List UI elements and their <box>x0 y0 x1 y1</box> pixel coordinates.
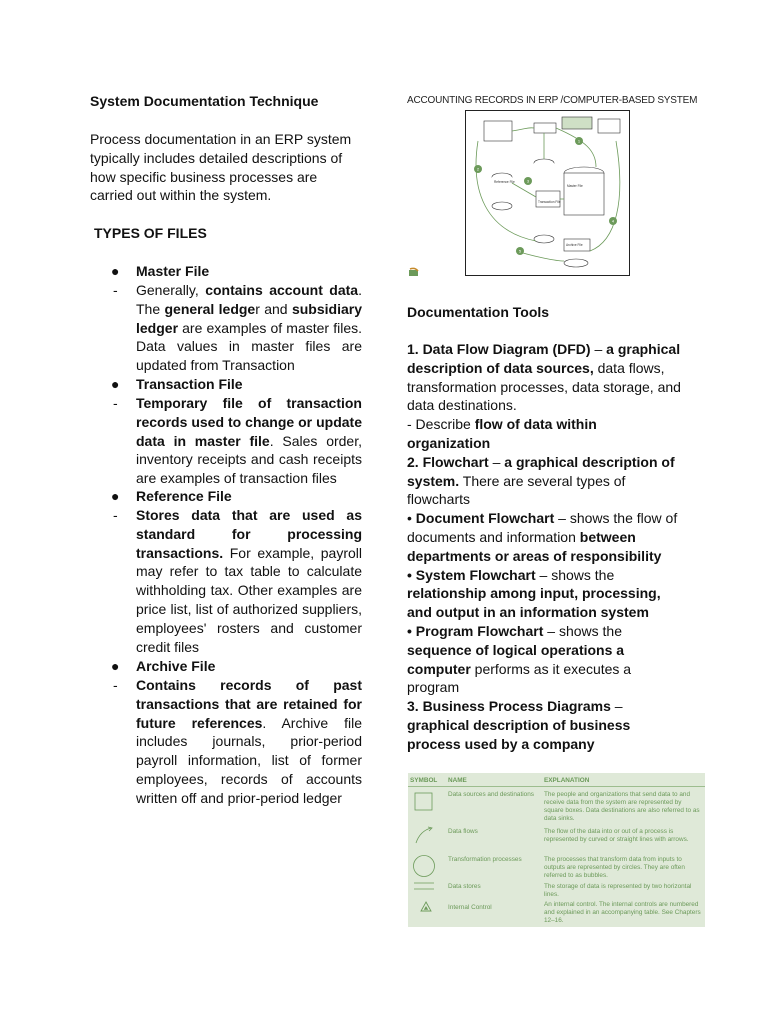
flowchart-bold: between departments or areas of responsibility <box>407 528 662 564</box>
flowchart-marker: • <box>407 510 416 527</box>
legend-name: Data stores <box>448 883 481 890</box>
flowchart-mid: – shows the <box>543 622 622 639</box>
description-segment: Stores data that are used as standard for processing transactions. <box>136 507 362 561</box>
diagram-box <box>534 123 556 133</box>
description-segment: general ledge <box>164 300 256 317</box>
documentation-tools-heading: Documentation Tools <box>407 304 550 320</box>
diagram-flow <box>556 128 596 167</box>
legend-explanation: The storage of data is represented by two horizontal lines. <box>544 883 692 898</box>
tool-name: 3. Business Process Diagrams <box>407 698 611 715</box>
flowchart-name: Document Flowchart <box>415 510 555 527</box>
dfd-describe <box>407 415 682 453</box>
diagram-svg <box>466 111 628 274</box>
file-type-description <box>136 281 362 375</box>
documentation-tools-body <box>407 340 682 754</box>
flowchart-name: Program Flowchart <box>415 622 544 639</box>
flowchart-mid: – shows the flow of documents and information <box>407 510 678 545</box>
file-type-description <box>136 506 362 656</box>
description-segment: Generally, <box>136 282 206 298</box>
legend-name: Data sources and destinations <box>448 791 534 798</box>
lines-icon <box>412 881 436 891</box>
flowchart-marker: • <box>407 622 416 639</box>
tool-bold: a graphical description of system. <box>407 453 675 489</box>
file-type-description <box>136 676 362 808</box>
marker-label: 4 <box>611 218 615 224</box>
flowchart-post: performs as it executes a program <box>407 660 632 696</box>
flowchart-name: System Flowchart <box>415 566 536 583</box>
flowchart-type <box>407 622 682 697</box>
tool-dfd <box>407 340 682 415</box>
bullet-marker: ● <box>111 488 120 504</box>
bullet-marker: ● <box>111 376 120 392</box>
erp-records-diagram <box>465 110 630 276</box>
flowchart-marker: • <box>407 566 416 583</box>
description-segment: . Sales order, inventory receipts and cash receipts are examples of transaction files <box>136 432 362 487</box>
flowchart-bold: sequence of logical operations a computer <box>407 641 625 677</box>
legend-name: Internal Control <box>448 904 492 911</box>
legend-explanation: The processes that transform data from inputs to outputs are represented by circles. They are often referred to as bubbles. <box>544 856 685 879</box>
square-icon <box>414 792 434 812</box>
legend-explanation: The flow of the data into or out of a process is represented by curved or straight lines with arrows. <box>544 828 689 843</box>
diagram-box <box>598 119 620 133</box>
diagram-flow <box>512 128 534 131</box>
dash-marker: - <box>113 507 118 523</box>
marker-label: 3 <box>526 178 530 184</box>
tool-rest: data flows, transformation processes, data storage, and data destinations. <box>407 359 681 414</box>
legend-divider <box>408 786 705 787</box>
diagram-box <box>562 117 592 129</box>
describe-prefix: - Describe <box>407 416 475 433</box>
file-type-name: Reference File <box>136 488 232 504</box>
diagram-cylinder <box>564 259 588 267</box>
flowchart-bold: relationship among input, processing, and output in an information system <box>407 585 661 621</box>
tool-name: 2. Flowchart <box>407 453 489 470</box>
diagram-flow <box>476 141 536 241</box>
tool-dash: – <box>590 341 607 357</box>
legend-header-explanation: EXPLANATION <box>544 777 590 784</box>
file-type-name: Transaction File <box>136 376 243 392</box>
diagram-label: Master File <box>567 184 583 188</box>
bullet-marker: ● <box>111 263 120 279</box>
dash-marker: - <box>113 395 118 411</box>
tool-bpd <box>407 697 682 753</box>
file-type-description <box>136 394 362 488</box>
description-segment: . The <box>136 282 362 317</box>
description-segment: subsidiary ledger <box>136 300 362 336</box>
diagram-cylinder-body <box>534 163 554 177</box>
flowchart-mid: – shows the <box>535 566 615 583</box>
description-segment: Temporary file of transaction records used to change or update data in master file <box>136 395 362 449</box>
diagram-flow <box>512 183 536 197</box>
description-segment: contains account data <box>205 282 359 298</box>
legend-explanation: The people and organizations that send data to and receive data from the system are represented by square boxes. Data destinations are also referred to as data sinks. <box>544 791 700 822</box>
arrow-icon <box>414 825 434 845</box>
diagram-label: Transaction File <box>538 200 561 204</box>
types-heading: TYPES OF FILES <box>94 225 207 241</box>
legend-name: Data flows <box>448 828 478 835</box>
tool-rest: There are several types of flowcharts <box>407 472 626 508</box>
diagram-cylinder <box>534 235 554 243</box>
tool-flowchart <box>407 453 682 509</box>
description-segment: . Archive file includes journals, prior-period payroll information, list of former employees, records of accounts written off and prior-period ledger <box>136 714 362 806</box>
description-segment: are examples of master files. Data values in master files are updated from Transaction <box>136 319 362 374</box>
flowchart-type <box>407 509 682 565</box>
legend-name: Transformation processes <box>448 856 522 863</box>
describe-bold: flow of data within organization <box>407 416 597 451</box>
page-title: System Documentation Technique <box>90 93 319 109</box>
flowchart-type <box>407 566 682 622</box>
tool-name: 1. Data Flow Diagram (DFD) <box>407 341 591 357</box>
figure-title: ACCOUNTING RECORDS IN ERP /COMPUTER-BASED SYSTEM <box>407 95 698 106</box>
intro-paragraph: Process documentation in an ERP system typically includes detailed descriptions of how specific business processes are carried out within the system. <box>90 131 352 204</box>
dash-marker: - <box>113 282 118 298</box>
legend-explanation: An internal control. The internal controls are numbered and explained in an accompanying table. See Chapters 12–16. <box>544 901 701 924</box>
description-segment: Contains records of past transactions that are retained for future references <box>136 677 362 731</box>
tool-dash: – <box>488 453 505 470</box>
dfd-symbol-legend <box>408 773 705 927</box>
circle-icon <box>412 854 436 878</box>
tool-dash: – <box>610 698 623 715</box>
marker-label: 1 <box>577 138 581 144</box>
tool-bold: graphical description of business process used by a company <box>407 716 631 752</box>
marker-label: 5 <box>518 248 522 254</box>
diagram-box <box>484 121 512 141</box>
description-segment: For example, payroll may refer to tax table to calculate withholding tax. Other examples are price list, list of authorized suppliers, employees' rosters and customer credit files <box>136 544 362 655</box>
marker-label: 2 <box>476 166 480 172</box>
diagram-cylinder-body <box>564 173 604 215</box>
diagram-cylinder <box>492 202 512 210</box>
tool-bold: a graphical description of data sources, <box>407 341 681 376</box>
legend-header-symbol: SYMBOL <box>410 777 438 784</box>
file-type-name: Master File <box>136 263 210 279</box>
legend-header-name: NAME <box>448 777 467 784</box>
description-segment: r and <box>255 300 292 317</box>
dash-marker: - <box>113 677 118 693</box>
diagram-label: Reference File <box>494 180 515 184</box>
diagram-label: Archive File <box>566 243 583 247</box>
file-type-name: Archive File <box>136 658 216 674</box>
diagram-box <box>536 191 560 207</box>
bullet-marker: ● <box>111 658 120 674</box>
small-logo-icon <box>408 267 420 277</box>
triangle-icon <box>420 901 432 913</box>
